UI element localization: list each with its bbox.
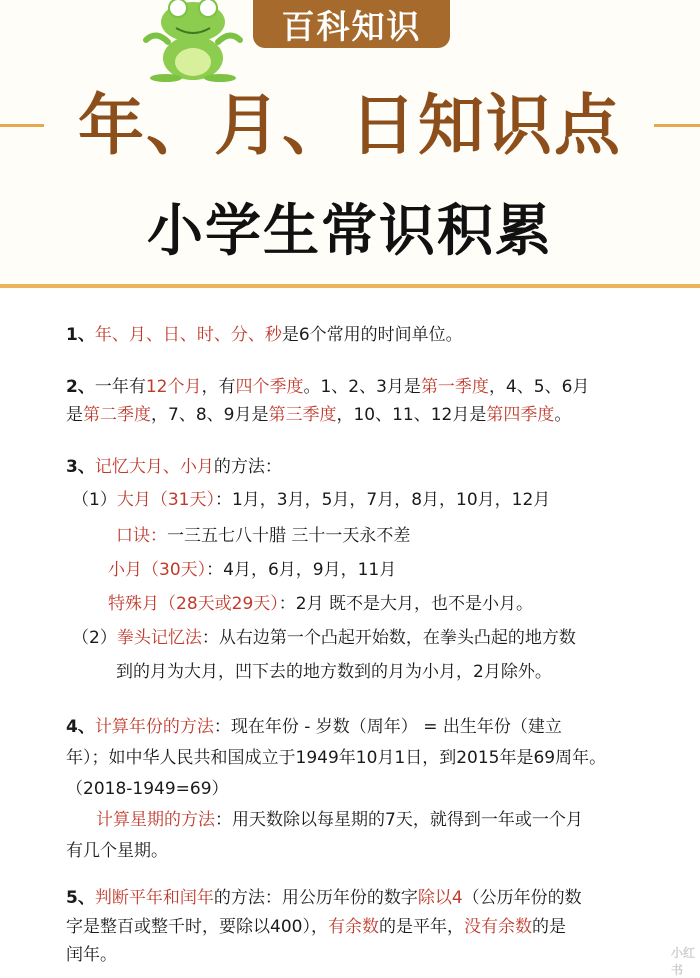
- body-text: ，4、5、6月: [488, 377, 590, 397]
- body-text: 的方法：用公历年份的数字: [213, 888, 418, 908]
- header-divider: [0, 284, 700, 288]
- section-2-line-2: [66, 402, 571, 428]
- highlight-text: 第二季度: [83, 405, 151, 425]
- body-text: 。1、2、3月是: [303, 377, 421, 397]
- body-text: ：4月，6月，9月，11月: [206, 560, 397, 580]
- body-text: ：用天数除以每星期的7天，就得到一年或一个月: [215, 810, 583, 830]
- body-text: ，10、11、12月是: [336, 405, 487, 425]
- body-text: 。: [554, 405, 572, 425]
- body-text: 一三五七八十腊 三十一天永不差: [167, 526, 411, 546]
- section-number: 3、: [66, 457, 95, 477]
- body-text: ，7、8、9月是: [151, 405, 269, 425]
- small-month-line: [108, 557, 396, 583]
- highlight-text: 没有余数: [463, 917, 532, 937]
- section-number: 1、: [66, 325, 95, 345]
- body-text: 到的月为大月，凹下去的地方数到的月为小月，2月除外。: [116, 662, 552, 682]
- category-badge: 百科知识: [253, 0, 450, 48]
- body-text: 一年有: [94, 377, 146, 397]
- highlight-text: 拳头记忆法: [116, 628, 202, 648]
- highlight-text: 特殊月（28天或29天）: [108, 594, 279, 614]
- highlight-text: 计算星期的方法: [96, 810, 215, 830]
- section-5-line-3: [66, 942, 117, 968]
- section-4-line-5: [66, 838, 168, 864]
- item-number: （2）: [72, 628, 117, 648]
- body-text: 的是平年，: [378, 917, 464, 937]
- highlight-text: 小月（30天）: [108, 560, 207, 580]
- body-text: ：1月，3月，5月，7月，8月，10月，12月: [214, 490, 551, 510]
- highlight-text: 口诀：: [116, 526, 167, 546]
- special-month-line: [108, 591, 533, 617]
- section-4-line-2: [66, 745, 606, 771]
- body-text: ：现在年份 - 岁数（周年） = 出生年份（建立: [213, 717, 562, 737]
- highlight-text: 计算年份的方法: [94, 717, 214, 737]
- body-text: ：从右边第一个凸起开始数，在拳头凸起的地方数: [201, 628, 576, 648]
- body-text: （2018-1949=69）: [66, 779, 229, 799]
- highlight-text: 12个月: [145, 377, 202, 397]
- section-number: 5、: [66, 888, 95, 908]
- body-text: ：2月 既不是大月，也不是小月。: [278, 594, 533, 614]
- section-2-line-1: [66, 374, 589, 400]
- section-number: 2、: [66, 377, 95, 397]
- watermark: 小红书: [671, 946, 696, 977]
- body-text: 是: [66, 405, 83, 425]
- highlight-text: 有余数: [327, 917, 379, 937]
- section-number: 4、: [66, 717, 95, 737]
- frog-mascot-icon: [138, 0, 248, 82]
- highlight-text: 判断平年和闰年: [94, 888, 214, 908]
- rhyme-line: [116, 523, 410, 549]
- body-text: 闰年。: [66, 945, 117, 965]
- section-4-line-1: [66, 714, 562, 740]
- page-title: 年、月、日知识点: [78, 87, 622, 164]
- body-text: 的方法：: [213, 457, 282, 477]
- highlight-text: 大月（31天）: [116, 490, 215, 510]
- body-text: ，有: [201, 377, 236, 397]
- section-4-line-3: [66, 776, 229, 802]
- section-5-line-2: [66, 914, 566, 940]
- section-3-heading: [66, 454, 282, 480]
- body-text: 的是: [531, 917, 566, 937]
- header-banner: [0, 0, 700, 290]
- highlight-text: 四个季度: [235, 377, 304, 397]
- body-text: 有几个星期。: [66, 841, 168, 861]
- page-subtitle: 小学生常识积累: [147, 199, 553, 264]
- body-text: 字是整百或整千时，要除以400），: [66, 917, 328, 937]
- big-month-line: [72, 487, 550, 513]
- item-number: （1）: [72, 490, 117, 510]
- highlight-text: 第四季度: [486, 405, 555, 425]
- fist-method-line-1: [72, 625, 576, 651]
- section-4-line-4: [96, 807, 583, 833]
- body-text: 年）；如中华人民共和国成立于1949年10月1日，到2015年是69周年。: [66, 748, 607, 768]
- highlight-text: 记忆大月、小月: [94, 457, 214, 477]
- body-text: 是6个常用的时间单位。: [281, 325, 463, 345]
- highlight-text: 除以4: [417, 888, 463, 908]
- section-1-line: [66, 322, 463, 348]
- highlight-text: 第三季度: [268, 405, 337, 425]
- section-5-line-1: [66, 885, 582, 911]
- highlight-text: 第一季度: [420, 377, 489, 397]
- highlight-text: 年、月、日、时、分、秒: [94, 325, 282, 345]
- fist-method-line-2: [116, 659, 552, 685]
- body-text: （公历年份的数: [462, 888, 582, 908]
